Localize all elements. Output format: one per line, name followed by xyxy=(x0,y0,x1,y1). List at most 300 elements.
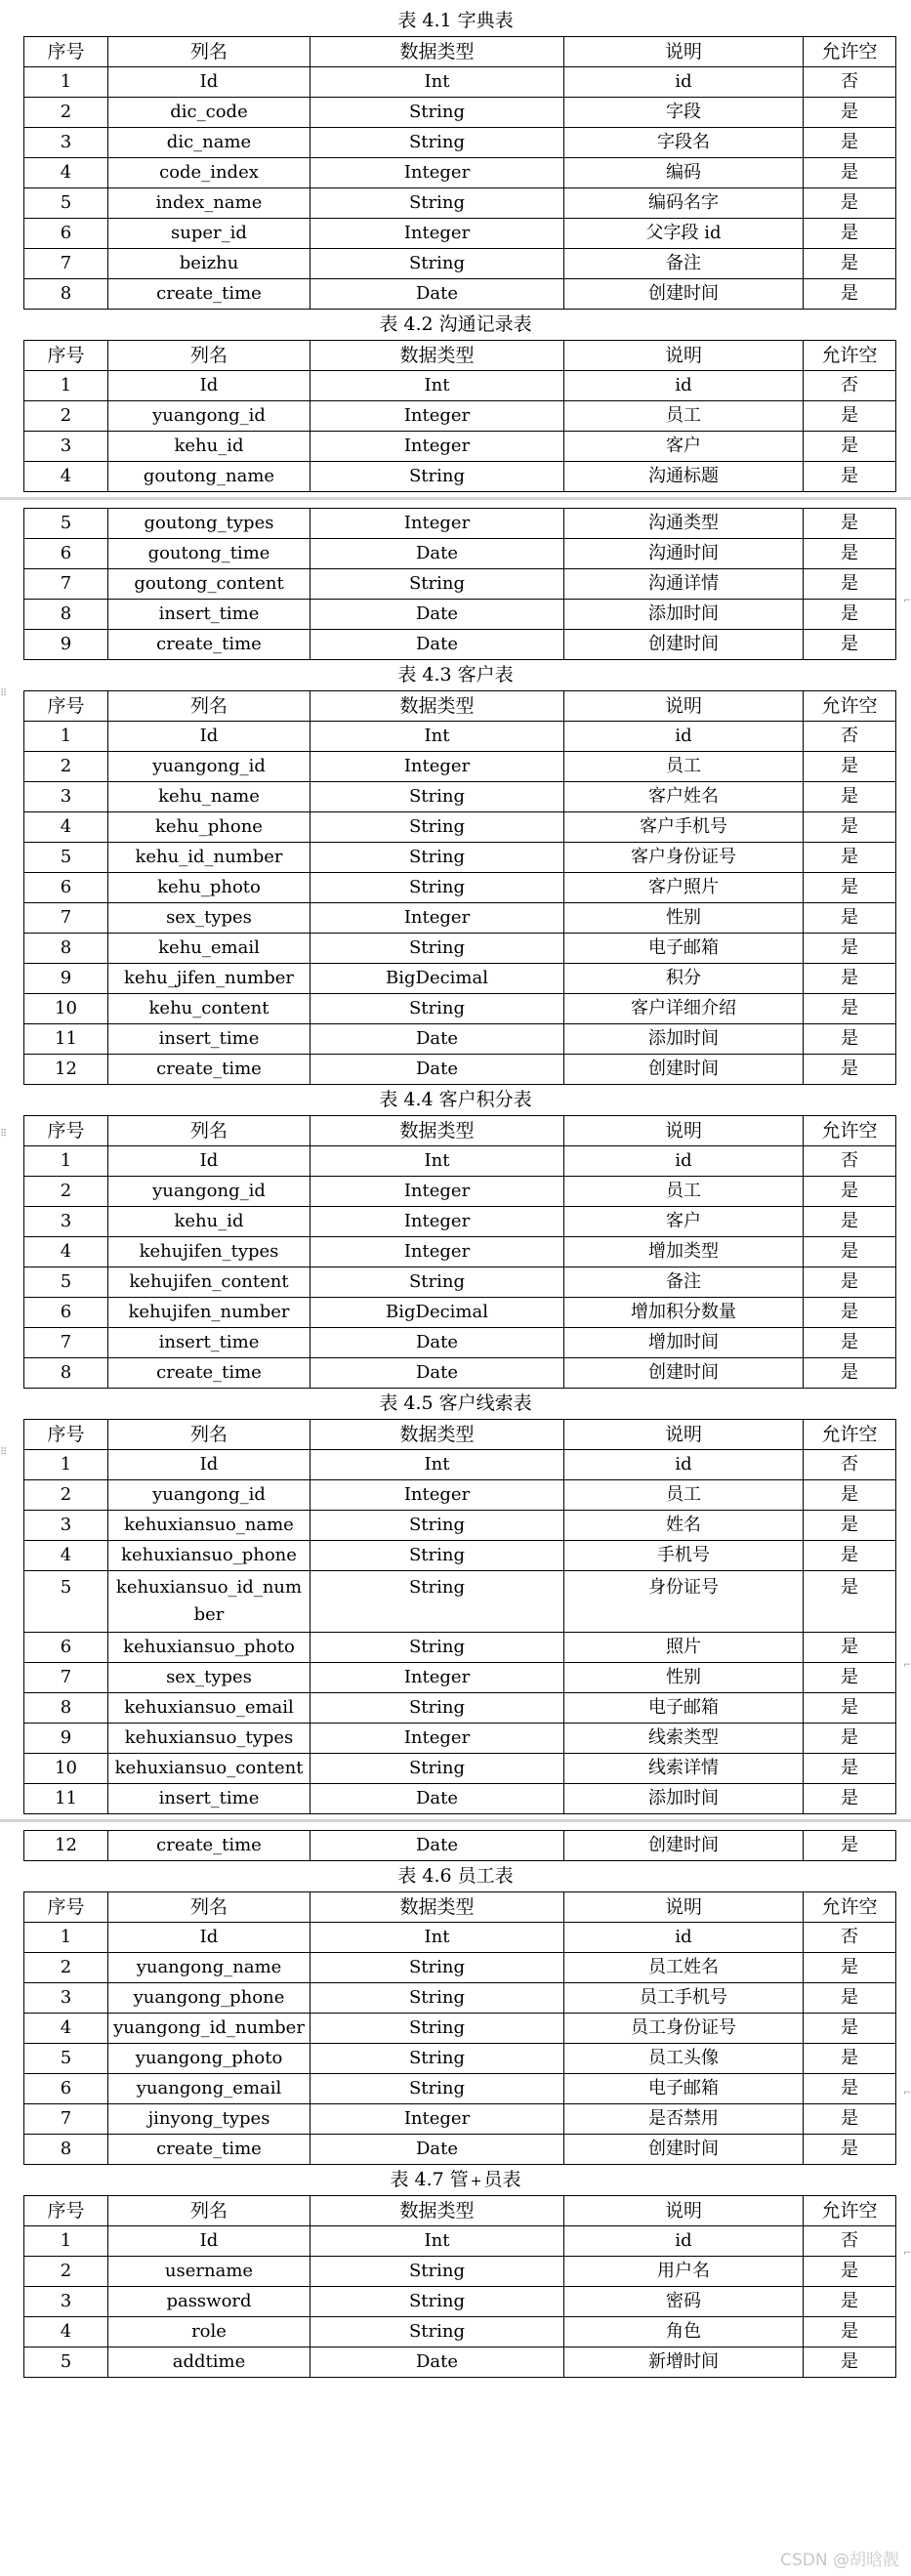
cell-column-name: Id xyxy=(108,1146,311,1177)
cell-data-type: Integer xyxy=(311,1237,564,1267)
table-row xyxy=(24,630,896,660)
cell-data-type: String xyxy=(311,934,564,964)
cell-data-type: String xyxy=(311,462,564,492)
cell-description: 客户照片 xyxy=(564,873,804,903)
table-resize-icon[interactable]: ⌐ xyxy=(903,596,911,606)
cell-index: 5 xyxy=(24,2347,108,2378)
cell-index: 2 xyxy=(24,1177,108,1207)
table-row xyxy=(24,1237,896,1267)
header-row xyxy=(24,37,896,67)
cell-column-name: kehuxiansuo_types xyxy=(108,1724,311,1754)
table-customer-points xyxy=(23,1115,896,1389)
column-header: 数据类型 xyxy=(311,1116,564,1146)
cell-column-name: goutong_content xyxy=(108,569,311,600)
cell-index: 8 xyxy=(24,2135,108,2165)
cell-data-type: Date xyxy=(311,2135,564,2165)
table-caption-4-1: 表 4.1 字典表 xyxy=(397,10,514,31)
cell-column-name: yuangong_email xyxy=(108,2074,311,2104)
cell-description: 增加时间 xyxy=(564,1328,804,1358)
cell-column-name: kehu_jifen_number xyxy=(108,964,311,994)
cell-nullable: 是 xyxy=(804,843,896,873)
table-resize-icon[interactable]: ⌐ xyxy=(903,1660,911,1671)
cell-column-name: insert_time xyxy=(108,1328,311,1358)
cell-data-type: String xyxy=(311,569,564,600)
cell-nullable: 是 xyxy=(804,98,896,128)
cell-index: 5 xyxy=(24,188,108,219)
table-row xyxy=(24,1450,896,1480)
table-customer xyxy=(23,690,896,1085)
cell-column-name: create_time xyxy=(108,279,311,310)
cell-index: 12 xyxy=(24,1831,108,1861)
cell-nullable: 是 xyxy=(804,1267,896,1298)
cell-description: 编码 xyxy=(564,158,804,188)
cell-description: 员工 xyxy=(564,401,804,432)
table-row xyxy=(24,1328,896,1358)
cell-data-type: String xyxy=(311,1983,564,2014)
cell-data-type: Integer xyxy=(311,1724,564,1754)
cell-index: 5 xyxy=(24,1267,108,1298)
table-row xyxy=(24,782,896,812)
cell-column-name: Id xyxy=(108,67,311,98)
table-row xyxy=(24,1267,896,1298)
cell-data-type: Int xyxy=(311,2226,564,2257)
column-header: 说明 xyxy=(564,37,804,67)
cell-column-name: password xyxy=(108,2287,311,2317)
table-admin xyxy=(23,2195,896,2378)
cell-data-type: Integer xyxy=(311,401,564,432)
cell-column-name: insert_time xyxy=(108,1784,311,1814)
cell-description: id xyxy=(564,1146,804,1177)
cell-description: 新增时间 xyxy=(564,2347,804,2378)
cell-description: 增加积分数量 xyxy=(564,1298,804,1328)
cell-data-type: String xyxy=(311,873,564,903)
cell-nullable: 是 xyxy=(804,158,896,188)
cell-nullable: 是 xyxy=(804,1983,896,2014)
cell-nullable: 是 xyxy=(804,2074,896,2104)
cell-data-type: Integer xyxy=(311,903,564,934)
cell-index: 4 xyxy=(24,2014,108,2044)
table-row xyxy=(24,873,896,903)
table-row xyxy=(24,2257,896,2287)
cell-data-type: String xyxy=(311,812,564,843)
cell-description: 添加时间 xyxy=(564,1024,804,1055)
cell-description: 沟通标题 xyxy=(564,462,804,492)
cell-data-type: Int xyxy=(311,67,564,98)
cell-index: 1 xyxy=(24,2226,108,2257)
cell-column-name: insert_time xyxy=(108,600,311,630)
cell-data-type: Int xyxy=(311,1146,564,1177)
cell-description: 创建时间 xyxy=(564,1831,804,1861)
cell-data-type: String xyxy=(311,843,564,873)
header-row xyxy=(24,2196,896,2226)
cell-data-type: Date xyxy=(311,1024,564,1055)
cell-index: 7 xyxy=(24,903,108,934)
column-header: 说明 xyxy=(564,1420,804,1450)
table-row xyxy=(24,98,896,128)
cell-description: 密码 xyxy=(564,2287,804,2317)
cell-index: 1 xyxy=(24,1450,108,1480)
cell-description: 沟通类型 xyxy=(564,509,804,539)
table-resize-icon[interactable]: ⌐ xyxy=(903,2248,911,2259)
cell-nullable: 是 xyxy=(804,1831,896,1861)
cell-description: id xyxy=(564,1450,804,1480)
cell-index: 3 xyxy=(24,1983,108,2014)
cell-nullable: 是 xyxy=(804,2317,896,2347)
table-row xyxy=(24,128,896,158)
table-row xyxy=(24,2317,896,2347)
cell-index: 10 xyxy=(24,994,108,1024)
table-caption-4-3: 表 4.3 客户表 xyxy=(397,664,514,686)
cell-data-type: String xyxy=(311,1571,564,1633)
table-row xyxy=(24,1480,896,1511)
column-header: 序号 xyxy=(24,1420,108,1450)
cell-index: 5 xyxy=(24,2044,108,2074)
table-row xyxy=(24,1953,896,1983)
table-row xyxy=(24,401,896,432)
cell-description: 添加时间 xyxy=(564,1784,804,1814)
column-header: 序号 xyxy=(24,1892,108,1923)
table-row xyxy=(24,2287,896,2317)
column-header: 允许空 xyxy=(804,37,896,67)
cell-index: 8 xyxy=(24,934,108,964)
name-line-2: ber xyxy=(193,1604,225,1625)
cell-description: 备注 xyxy=(564,1267,804,1298)
cell-index: 2 xyxy=(24,752,108,782)
cell-data-type: String xyxy=(311,1541,564,1571)
cell-nullable: 是 xyxy=(804,2014,896,2044)
cell-description: 电子邮箱 xyxy=(564,2074,804,2104)
cell-column-name: kehu_id_number xyxy=(108,843,311,873)
column-header: 序号 xyxy=(24,341,108,371)
cell-column-name: create_time xyxy=(108,1358,311,1389)
cell-nullable: 是 xyxy=(804,812,896,843)
cell-description: id xyxy=(564,2226,804,2257)
cell-description: 电子邮箱 xyxy=(564,934,804,964)
cell-description: id xyxy=(564,1923,804,1953)
cell-data-type: Date xyxy=(311,2347,564,2378)
table-communication-part2 xyxy=(23,508,896,660)
table-row xyxy=(24,934,896,964)
cell-description: 员工 xyxy=(564,1480,804,1511)
cell-nullable: 是 xyxy=(804,1328,896,1358)
cell-nullable: 是 xyxy=(804,1754,896,1784)
header-row xyxy=(24,1116,896,1146)
cell-description: 创建时间 xyxy=(564,1055,804,1085)
cell-description: 字段 xyxy=(564,98,804,128)
table-row xyxy=(24,1146,896,1177)
table-row xyxy=(24,1055,896,1085)
column-header: 数据类型 xyxy=(311,691,564,722)
cell-nullable: 是 xyxy=(804,1693,896,1724)
cell-column-name: kehuxiansuo_phone xyxy=(108,1541,311,1571)
table-header xyxy=(24,1116,896,1146)
cell-data-type: Integer xyxy=(311,1177,564,1207)
cell-column-name: kehujifen_content xyxy=(108,1267,311,1298)
cell-nullable: 是 xyxy=(804,1541,896,1571)
cell-description: 员工身份证号 xyxy=(564,2014,804,2044)
cell-nullable: 是 xyxy=(804,188,896,219)
cell-column-name: beizhu xyxy=(108,249,311,279)
cell-nullable: 是 xyxy=(804,1511,896,1541)
cell-index: 7 xyxy=(24,1328,108,1358)
cell-index: 2 xyxy=(24,1480,108,1511)
table-header xyxy=(24,691,896,722)
cell-nullable: 是 xyxy=(804,462,896,492)
table-row xyxy=(24,964,896,994)
cell-index: 2 xyxy=(24,1953,108,1983)
cell-nullable: 是 xyxy=(804,2135,896,2165)
table-customer-leads-part1 xyxy=(23,1419,896,1814)
cell-data-type: Integer xyxy=(311,1663,564,1693)
cell-nullable: 是 xyxy=(804,964,896,994)
cell-index: 9 xyxy=(24,630,108,660)
table-row xyxy=(24,432,896,462)
table-row xyxy=(24,2226,896,2257)
column-header: 数据类型 xyxy=(311,341,564,371)
table-row xyxy=(24,752,896,782)
cell-column-name: create_time xyxy=(108,1055,311,1085)
cell-description: 父字段 id xyxy=(564,219,804,249)
cell-index: 2 xyxy=(24,2257,108,2287)
cell-data-type: String xyxy=(311,188,564,219)
cell-nullable: 是 xyxy=(804,1298,896,1328)
cell-description: id xyxy=(564,67,804,98)
cell-data-type: String xyxy=(311,2044,564,2074)
cell-data-type: String xyxy=(311,1754,564,1784)
cell-data-type: BigDecimal xyxy=(311,964,564,994)
table-row xyxy=(24,219,896,249)
cell-data-type: String xyxy=(311,1511,564,1541)
column-header: 允许空 xyxy=(804,1116,896,1146)
cell-description: 员工 xyxy=(564,752,804,782)
table-row xyxy=(24,509,896,539)
cell-description: 备注 xyxy=(564,249,804,279)
column-header: 列名 xyxy=(108,1420,311,1450)
column-header: 序号 xyxy=(24,1116,108,1146)
table-row xyxy=(24,843,896,873)
cell-index: 1 xyxy=(24,1923,108,1953)
table-header xyxy=(24,1892,896,1923)
column-header: 数据类型 xyxy=(311,1420,564,1450)
column-header: 允许空 xyxy=(804,1892,896,1923)
table-row xyxy=(24,2014,896,2044)
table-row xyxy=(24,1983,896,2014)
cell-nullable: 否 xyxy=(804,1146,896,1177)
cell-data-type: Date xyxy=(311,1328,564,1358)
table-row xyxy=(24,1024,896,1055)
cell-column-name: insert_time xyxy=(108,1024,311,1055)
cell-data-type: Date xyxy=(311,1784,564,1814)
table-resize-icon[interactable]: ⌐ xyxy=(903,2088,911,2098)
table-caption-4-7 xyxy=(0,2165,911,2195)
cell-column-name: role xyxy=(108,2317,311,2347)
cell-nullable: 是 xyxy=(804,1207,896,1237)
cell-description: 线索详情 xyxy=(564,1754,804,1784)
header-row xyxy=(24,691,896,722)
cell-column-name: username xyxy=(108,2257,311,2287)
cell-description: 员工头像 xyxy=(564,2044,804,2074)
cell-nullable: 是 xyxy=(804,128,896,158)
cell-column-name: kehu_content xyxy=(108,994,311,1024)
cell-nullable: 是 xyxy=(804,1055,896,1085)
table-caption-4-5: 表 4.5 客户线索表 xyxy=(379,1392,532,1414)
cell-description: 照片 xyxy=(564,1633,804,1663)
cell-column-name: jinyong_types xyxy=(108,2104,311,2135)
table-row xyxy=(24,158,896,188)
cell-nullable: 是 xyxy=(804,1480,896,1511)
cell-index: 9 xyxy=(24,964,108,994)
cell-nullable: 是 xyxy=(804,2257,896,2287)
table-row xyxy=(24,1511,896,1541)
cell-description: 身份证号 xyxy=(564,1571,804,1633)
cell-index: 4 xyxy=(24,462,108,492)
column-header: 数据类型 xyxy=(311,37,564,67)
cell-index: 3 xyxy=(24,782,108,812)
cell-column-name: kehu_phone xyxy=(108,812,311,843)
cell-description: 字段名 xyxy=(564,128,804,158)
table-row xyxy=(24,67,896,98)
cell-column-name: Id xyxy=(108,722,311,752)
cell-description: 添加时间 xyxy=(564,600,804,630)
cell-column-name: kehu_email xyxy=(108,934,311,964)
cell-nullable: 是 xyxy=(804,1663,896,1693)
cell-column-name: Id xyxy=(108,371,311,401)
cell-nullable: 是 xyxy=(804,1358,896,1389)
cell-nullable: 是 xyxy=(804,2104,896,2135)
table-header xyxy=(24,37,896,67)
table-row xyxy=(24,2135,896,2165)
cell-description: 客户 xyxy=(564,432,804,462)
cell-nullable: 是 xyxy=(804,903,896,934)
column-header: 列名 xyxy=(108,1116,311,1146)
page-break xyxy=(0,1814,911,1826)
cell-description: 积分 xyxy=(564,964,804,994)
cell-description: 线索类型 xyxy=(564,1724,804,1754)
cell-description: 姓名 xyxy=(564,1511,804,1541)
cell-column-name: kehu_photo xyxy=(108,873,311,903)
cell-nullable: 是 xyxy=(804,752,896,782)
cell-index: 8 xyxy=(24,1358,108,1389)
cell-nullable: 是 xyxy=(804,1237,896,1267)
cell-index: 2 xyxy=(24,98,108,128)
cell-nullable: 是 xyxy=(804,873,896,903)
table-anchor-icon[interactable]: ⠿ xyxy=(0,1129,8,1140)
cell-nullable: 是 xyxy=(804,630,896,660)
table-row xyxy=(24,600,896,630)
cell-column-name: yuangong_id xyxy=(108,1177,311,1207)
cell-index: 2 xyxy=(24,401,108,432)
cell-data-type: Integer xyxy=(311,219,564,249)
table-row xyxy=(24,903,896,934)
header-row xyxy=(24,341,896,371)
cell-nullable: 是 xyxy=(804,219,896,249)
cell-column-name: create_time xyxy=(108,630,311,660)
table-header xyxy=(24,2196,896,2226)
column-header: 列名 xyxy=(108,341,311,371)
caption-text-tail: 员表 xyxy=(483,2169,521,2190)
column-header: 允许空 xyxy=(804,691,896,722)
cell-index: 6 xyxy=(24,2074,108,2104)
cell-nullable: 是 xyxy=(804,2044,896,2074)
cell-nullable: 是 xyxy=(804,432,896,462)
cell-data-type: String xyxy=(311,1693,564,1724)
cell-data-type: Int xyxy=(311,722,564,752)
cell-index: 12 xyxy=(24,1055,108,1085)
cell-description: 客户 xyxy=(564,1207,804,1237)
cell-data-type: String xyxy=(311,2317,564,2347)
table-anchor-icon[interactable]: ⠿ xyxy=(0,688,8,699)
cell-column-name: goutong_types xyxy=(108,509,311,539)
cell-column-name: yuangong_id xyxy=(108,401,311,432)
cell-index: 1 xyxy=(24,1146,108,1177)
table-anchor-icon[interactable]: ⠿ xyxy=(0,1447,8,1458)
page-break xyxy=(0,492,911,504)
cell-column-name: code_index xyxy=(108,158,311,188)
cell-column-name: kehujifen_types xyxy=(108,1237,311,1267)
header-row xyxy=(24,1892,896,1923)
cell-data-type: String xyxy=(311,782,564,812)
header-row xyxy=(24,1420,896,1450)
table-row xyxy=(24,249,896,279)
cell-data-type: BigDecimal xyxy=(311,1298,564,1328)
cell-nullable: 是 xyxy=(804,1024,896,1055)
cell-column-name: yuangong_photo xyxy=(108,2044,311,2074)
table-row xyxy=(24,1541,896,1571)
column-header: 序号 xyxy=(24,691,108,722)
cell-index: 3 xyxy=(24,1511,108,1541)
table-row xyxy=(24,2104,896,2135)
cell-index: 6 xyxy=(24,1298,108,1328)
cell-column-name: kehu_id xyxy=(108,432,311,462)
cell-data-type: Date xyxy=(311,279,564,310)
cell-description: 性别 xyxy=(564,1663,804,1693)
cell-description: 沟通时间 xyxy=(564,539,804,569)
cell-column-name: kehujifen_number xyxy=(108,1298,311,1328)
cell-data-type: String xyxy=(311,2014,564,2044)
table-row xyxy=(24,188,896,219)
table-header xyxy=(24,341,896,371)
cell-data-type: Integer xyxy=(311,509,564,539)
cell-index: 7 xyxy=(24,249,108,279)
cell-nullable: 是 xyxy=(804,1177,896,1207)
watermark: CSDN @胡晗靓 xyxy=(780,2551,899,2570)
column-header: 说明 xyxy=(564,1892,804,1923)
column-header: 序号 xyxy=(24,2196,108,2226)
cell-description: 增加类型 xyxy=(564,1237,804,1267)
cell-data-type: String xyxy=(311,2074,564,2104)
cell-column-name: dic_name xyxy=(108,128,311,158)
cell-nullable: 否 xyxy=(804,371,896,401)
cell-description: 客户手机号 xyxy=(564,812,804,843)
cell-data-type: String xyxy=(311,1633,564,1663)
cell-nullable: 是 xyxy=(804,782,896,812)
cell-nullable: 是 xyxy=(804,994,896,1024)
table-row xyxy=(24,1358,896,1389)
cell-nullable: 是 xyxy=(804,1571,896,1633)
cell-description: id xyxy=(564,371,804,401)
cell-index: 5 xyxy=(24,509,108,539)
cell-description: 创建时间 xyxy=(564,630,804,660)
cell-index: 3 xyxy=(24,1207,108,1237)
cell-index: 4 xyxy=(24,158,108,188)
cell-data-type: String xyxy=(311,2257,564,2287)
cell-description: 角色 xyxy=(564,2317,804,2347)
cell-index: 6 xyxy=(24,539,108,569)
cell-column-name: goutong_time xyxy=(108,539,311,569)
cell-description: 电子邮箱 xyxy=(564,1693,804,1724)
cell-data-type: String xyxy=(311,994,564,1024)
table-row xyxy=(24,1754,896,1784)
